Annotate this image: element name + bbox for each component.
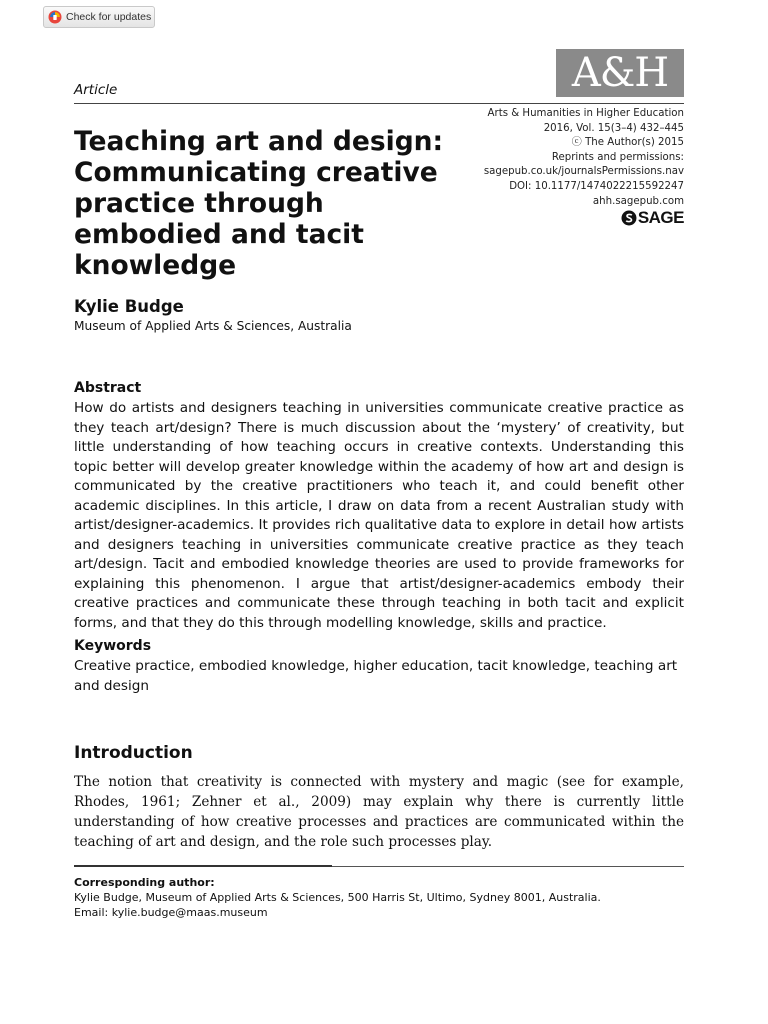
check-for-updates-button[interactable] — [43, 6, 155, 28]
doi[interactable]: DOI: 10.1177/1474022215592247 — [509, 180, 684, 192]
sage-s-icon — [621, 210, 637, 226]
reprints-label: Reprints and permissions: — [551, 151, 684, 163]
author-affiliation: Museum of Applied Arts & Sciences, Australia — [74, 319, 352, 333]
publication-info — [484, 107, 684, 209]
publisher-logo — [621, 208, 684, 228]
journal-url[interactable]: ahh.sagepub.com — [592, 195, 684, 207]
corresponding-author-email[interactable]: Email: kylie.budge@maas.museum — [74, 906, 268, 919]
introduction-heading: Introduction — [74, 743, 193, 763]
article-type-label: Article — [74, 82, 118, 98]
corresponding-author-address: Kylie Budge, Museum of Applied Arts & Sciences, 500 Harris St, Ultimo, Sydney 8001, Australia. — [74, 891, 601, 904]
author-name: Kylie Budge — [74, 297, 184, 316]
copyright: ⓒ The Author(s) 2015 — [571, 137, 684, 149]
publisher-name: SAGE — [637, 208, 684, 227]
footnote-divider-accent — [74, 865, 332, 867]
abstract-text: How do artists and designers teaching in universities communicate creative practice as they teach art/design? There is much discussion about the ‘mystery’ of creativity, but little understanding of how teaching occurs in creative contexts. Understanding this topic better will develop greater knowledge within the academy of how art and design is communicated by the creative practitioners who teach it, and could benefit other academic disciplines. In this article, I draw on data from a recent Australian study with artist/designer-academics. It provides rich qualitative data to explore in detail how artists and designers teaching in universities communicate creative practice as they teach art/design. Tacit and embodied knowledge theories are used to provide frameworks for explaining this phenomenon. I argue that artist/designer-academics embody their creative practices and communicate these through teaching in both tacit and explicit forms, and that they do this through modelling knowledge, skills and practice. — [74, 400, 684, 631]
header-divider — [74, 103, 684, 104]
journal-name: Arts & Humanities in Higher Education — [487, 108, 684, 119]
abstract-heading: Abstract — [74, 380, 142, 396]
volume-info: 2016, Vol. 15(3–4) 432–445 — [543, 122, 684, 134]
keywords-heading: Keywords — [74, 638, 152, 654]
article-title: Teaching art and design: Communicating creative practice through embodied and tacit knowledge — [74, 126, 444, 281]
corresponding-author-heading: Corresponding author: — [74, 876, 215, 889]
journal-logo: A&H — [556, 49, 684, 97]
introduction-text: The notion that creativity is connected with mystery and magic (see for example, Rhodes, 1961; Zehner et al., 2009) may explain why there is currently little understanding of how creative processes and practices are communicated within the teaching of art and design, and the role such processes play. — [74, 774, 684, 850]
check-for-updates-label: Check for updates — [66, 11, 152, 23]
check-for-updates-icon — [48, 10, 62, 24]
permissions-link[interactable]: sagepub.co.uk/journalsPermissions.nav — [483, 166, 684, 178]
keywords-text: Creative practice, embodied knowledge, higher education, tacit knowledge, teaching art and design — [74, 658, 678, 694]
